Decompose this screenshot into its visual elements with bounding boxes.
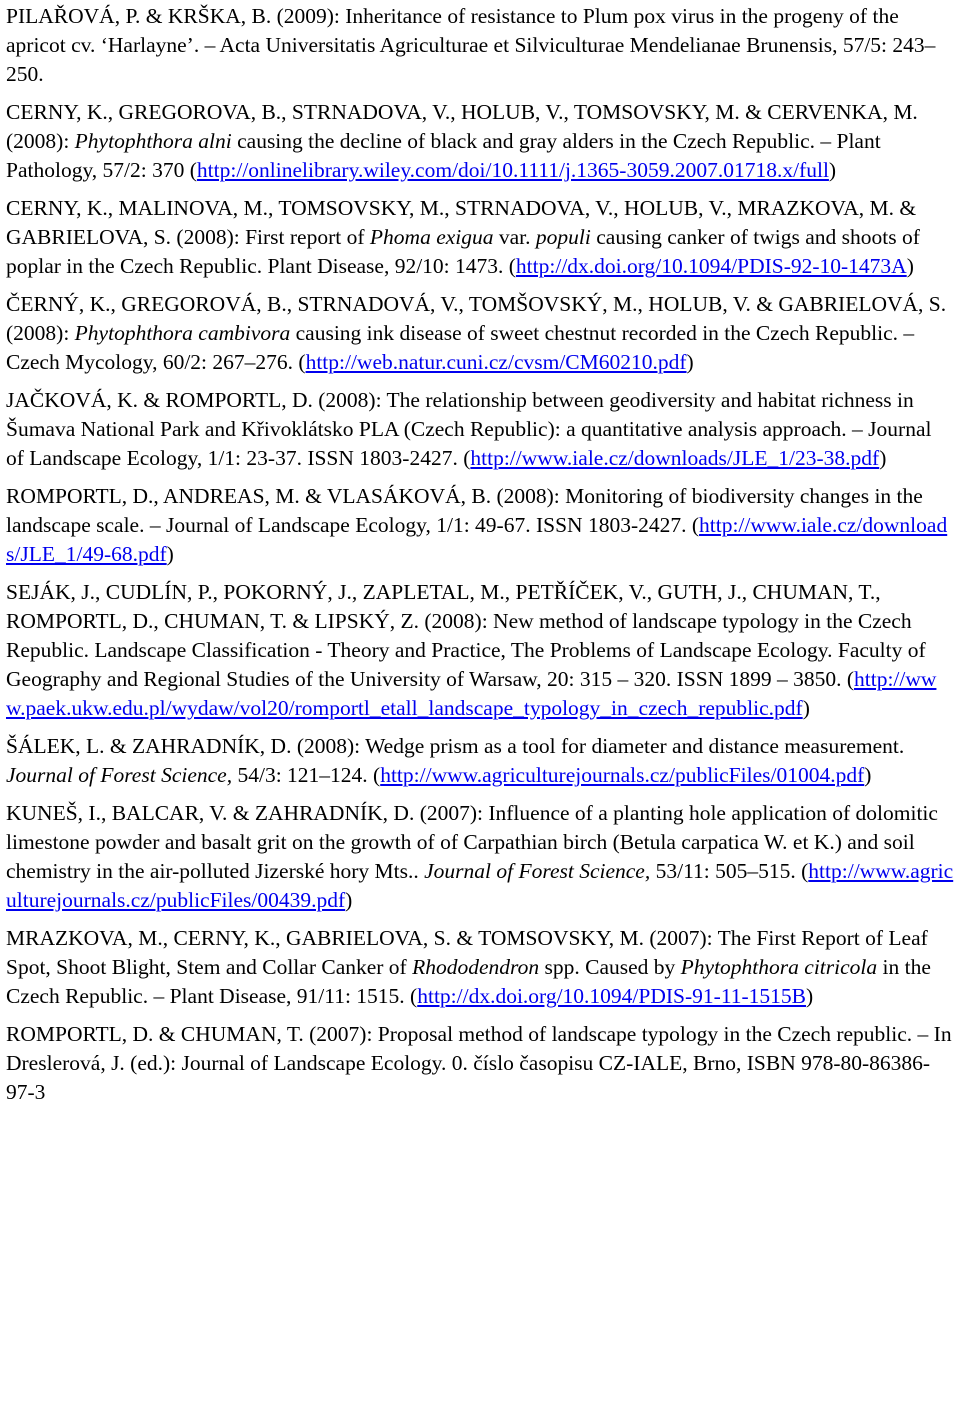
reference-entry bbox=[6, 799, 954, 915]
reference-text: 53/11: 505–515. ( bbox=[650, 859, 809, 883]
reference-italic-text: Phoma exigua bbox=[369, 225, 494, 249]
reference-text: causing canker of twigs and shoots of poplar in the Czech Republic. Plant Disease, 92/10: 1473. ( bbox=[6, 225, 920, 278]
reference-text: SEJÁK, J., CUDLÍN, P., POKORNÝ, J., ZAPLETAL, M., PETŘÍČEK, V., GUTH, J., CHUMAN, T., ROMPORTL, D., CHUMAN, T. & LIPSKÝ, Z. (2008): New method of landscape typology in the Czech Republic. Landscape Classification - Theory and Practice, The Problems of Landscape Ecology. Faculty of Geography and Regional Studies of the University of Warsaw, 20: 315 – 320. ISSN 1899 – 3850. ( bbox=[6, 580, 926, 691]
reference-text: ) bbox=[879, 446, 887, 470]
reference-entry bbox=[6, 924, 954, 1011]
reference-text: ) bbox=[345, 888, 353, 912]
reference-text: MRAZKOVA, M., CERNY, K., GABRIELOVA, S. & TOMSOVSKY, M. (2007): The First Report of Leaf Spot, Shoot Blight, Stem and Collar Canker of bbox=[6, 926, 928, 979]
reference-text: causing the decline of black and gray alders in the Czech Republic. – Plant Pathology, 57/2: 370 ( bbox=[6, 129, 881, 182]
reference-url-link[interactable]: http://dx.doi.org/10.1094/PDIS-92-10-1473A bbox=[515, 254, 907, 278]
reference-url-link[interactable]: http://web.natur.cuni.cz/cvsm/CM60210.pdf bbox=[305, 350, 687, 374]
reference-italic-text: Phytophthora cambivora bbox=[74, 321, 291, 345]
reference-text: 54/3: 121–124. ( bbox=[232, 763, 381, 787]
reference-entry bbox=[6, 1020, 954, 1107]
reference-italic-text: Phytophthora alni bbox=[74, 129, 232, 153]
reference-url-link[interactable]: http://onlinelibrary.wiley.com/doi/10.1111/j.1365-3059.2007.01718.x/full bbox=[196, 158, 829, 182]
reference-text: ROMPORTL, D., ANDREAS, M. & VLASÁKOVÁ, B. (2008): Monitoring of biodiversity changes in the landscape scale. – Journal of Landscape Ecology, 1/1: 49-67. ISSN 1803-2427. ( bbox=[6, 484, 923, 537]
reference-entry bbox=[6, 578, 954, 723]
reference-url-link[interactable]: http://www.agriculturejournals.cz/publicFiles/01004.pdf bbox=[380, 763, 865, 787]
reference-url-link[interactable]: http://www.iale.cz/downloads/JLE_1/23-38.pdf bbox=[470, 446, 880, 470]
reference-italic-text: Phytophthora citricola bbox=[680, 955, 878, 979]
reference-url-link[interactable]: http://www.agriculturejournals.cz/publicFiles/00439.pdf bbox=[6, 859, 954, 912]
reference-entry bbox=[6, 290, 954, 377]
reference-text: ) bbox=[828, 158, 837, 182]
reference-text: ) bbox=[864, 763, 872, 787]
reference-text: ) bbox=[806, 984, 814, 1008]
reference-url-link[interactable]: http://dx.doi.org/10.1094/PDIS-91-11-1515B bbox=[417, 984, 807, 1008]
reference-text: spp. Caused by bbox=[539, 955, 681, 979]
reference-text: ) bbox=[906, 254, 914, 278]
reference-italic-text: populi bbox=[535, 225, 591, 249]
reference-text: CERNY, K., MALINOVA, M., TOMSOVSKY, M., STRNADOVA, V., HOLUB, V., MRAZKOVA, M. & GABRIELOVA, S. (2008): First report of bbox=[6, 196, 917, 249]
reference-italic-text: Journal of Forest Science, bbox=[424, 859, 651, 883]
reference-entry bbox=[6, 98, 954, 185]
reference-text: ) bbox=[166, 542, 174, 566]
reference-url-link[interactable]: http://www.iale.cz/downloads/JLE_1/49-68.pdf bbox=[6, 513, 948, 566]
reference-text: ) bbox=[802, 696, 810, 720]
reference-text: in the Czech Republic. – Plant Disease, 91/11: 1515. ( bbox=[6, 955, 931, 1008]
reference-entry bbox=[6, 194, 954, 281]
reference-text: CERNY, K., GREGOROVA, B., STRNADOVA, V., HOLUB, V., TOMSOVSKY, M. & CERVENKA, M. (2008): bbox=[6, 100, 918, 153]
reference-text: PILAŘOVÁ, P. & KRŠKA, B. (2009): Inheritance of resistance to Plum pox virus in the progeny of the apricot cv. ‘Harlayne’. – Acta Universitatis Agriculturae et Silviculturae Mendelianae Brunensis, 57/5: 243–250. bbox=[6, 4, 936, 86]
reference-text: ) bbox=[686, 350, 694, 374]
reference-text: JAČKOVÁ, K. & ROMPORTL, D. (2008): The relationship between geodiversity and habitat richness in Šumava National Park and Křivoklátsko PLA (Czech Republic): a quantitative analysis approach. – Journal of Landscape Ecology, 1/1: 23-37. ISSN 1803-2427. ( bbox=[6, 388, 932, 470]
reference-entry bbox=[6, 386, 954, 473]
reference-entry bbox=[6, 482, 954, 569]
reference-text: ŠÁLEK, L. & ZAHRADNÍK, D. (2008): Wedge prism as a tool for diameter and distance measurement. bbox=[6, 734, 905, 758]
reference-text: ČERNÝ, K., GREGOROVÁ, B., STRNADOVÁ, V., TOMŠOVSKÝ, M., HOLUB, V. & GABRIELOVÁ, S. (2008): bbox=[6, 292, 947, 345]
reference-italic-text: Journal of Forest Science, bbox=[6, 763, 233, 787]
reference-entry bbox=[6, 732, 954, 790]
reference-text: KUNEŠ, I., BALCAR, V. & ZAHRADNÍK, D. (2007): Influence of a planting hole application of dolomitic limestone powder and basalt grit on the growth of of Carpathian birch (Betula carpatica W. et K.) and soil chemistry in the air-polluted Jizerské hory Mts.. bbox=[6, 801, 938, 883]
reference-text: var. bbox=[493, 225, 536, 249]
reference-text: causing ink disease of sweet chestnut recorded in the Czech Republic. – Czech Mycology, 60/2: 267–276. ( bbox=[6, 321, 915, 374]
reference-entry bbox=[6, 2, 954, 89]
reference-italic-text: Rhododendron bbox=[412, 955, 540, 979]
reference-text: ROMPORTL, D. & CHUMAN, T. (2007): Proposal method of landscape typology in the Czech republic. – In Dreslerová, J. (ed.): Journal of Landscape Ecology. 0. číslo časopisu CZ-IALE, Brno, ISBN 978-80-86386-97-3 bbox=[6, 1022, 952, 1104]
reference-url-link[interactable]: http://www.paek.ukw.edu.pl/wydaw/vol20/romportl_etall_landscape_typology_in_czech_republic.pdf bbox=[6, 667, 937, 720]
